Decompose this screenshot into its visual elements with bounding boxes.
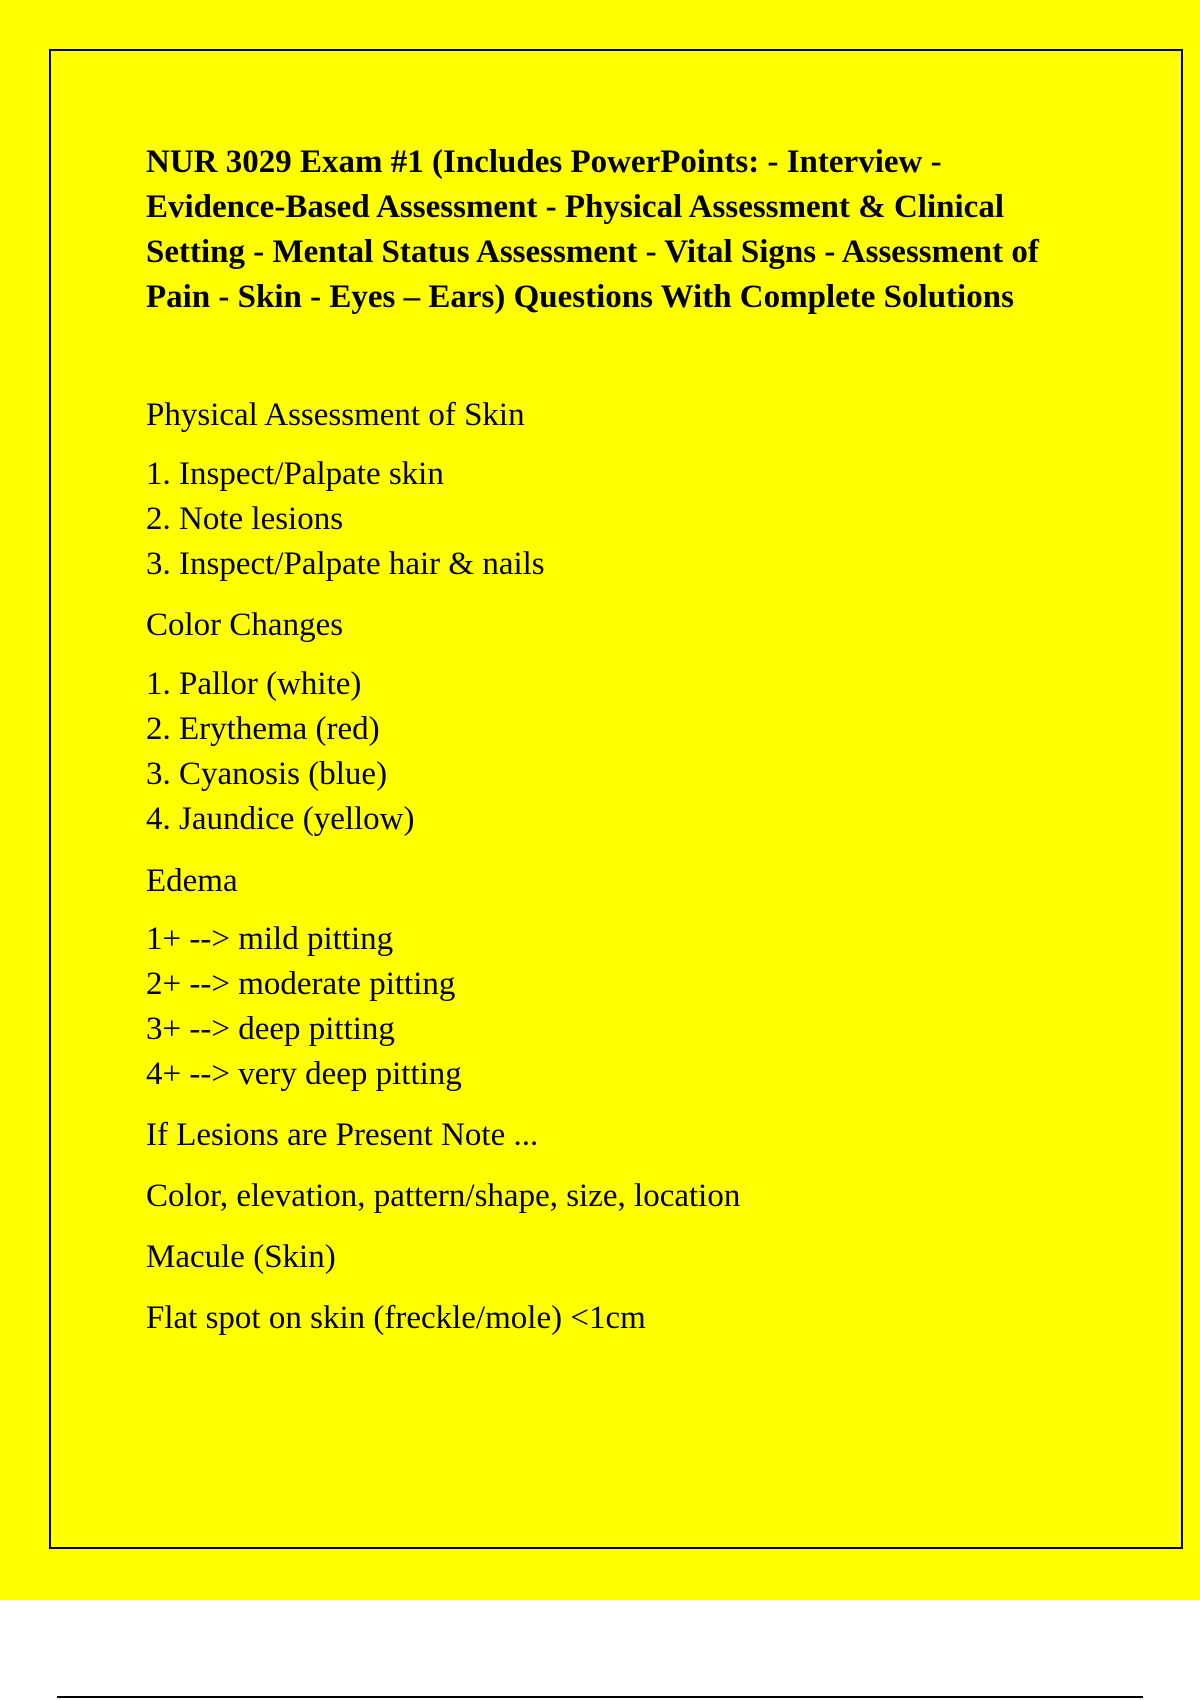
section-color-changes	[146, 603, 1066, 842]
section-answer: Flat spot on skin (freckle/mole) <1cm	[146, 1300, 646, 1336]
list-item: 3+ --> deep pitting	[146, 1011, 395, 1047]
section-lesions	[146, 1113, 1066, 1218]
footer-divider	[57, 1696, 1143, 1698]
section-edema	[146, 859, 1066, 1097]
color-changes-list	[146, 662, 1066, 842]
list-item: 3. Cyanosis (blue)	[146, 756, 388, 792]
section-skin-assessment	[146, 393, 1066, 587]
section-heading: Macule (Skin)	[146, 1239, 336, 1275]
list-item: 2. Erythema (red)	[146, 711, 380, 747]
list-item: 2. Note lesions	[146, 501, 344, 537]
list-item: 2+ --> moderate pitting	[146, 966, 456, 1002]
list-item: 3. Inspect/Palpate hair & nails	[146, 546, 545, 582]
skin-assessment-list	[146, 452, 1066, 587]
list-item: 4+ --> very deep pitting	[146, 1056, 462, 1092]
edema-list	[146, 917, 1066, 1097]
list-item: 1. Pallor (white)	[146, 666, 362, 702]
list-item: 1+ --> mild pitting	[146, 921, 394, 957]
list-item: 4. Jaundice (yellow)	[146, 801, 415, 837]
section-heading: If Lesions are Present Note ...	[146, 1117, 539, 1153]
section-answer: Color, elevation, pattern/shape, size, location	[146, 1178, 741, 1214]
document-content	[146, 140, 1066, 1340]
section-heading: Edema	[146, 863, 238, 899]
section-heading: Color Changes	[146, 607, 344, 643]
list-item: 1. Inspect/Palpate skin	[146, 456, 444, 492]
document-title: NUR 3029 Exam #1 (Includes PowerPoints: - Interview - Evidence-Based Assessment - Physical Assessment & Clinical Setting - Mental Status Assessment - Vital Signs - Assessment of Pain - Skin - Eyes – Ears) Questions With Complete Solutions	[146, 144, 1039, 315]
section-macule	[146, 1235, 1066, 1340]
section-heading: Physical Assessment of Skin	[146, 397, 525, 433]
